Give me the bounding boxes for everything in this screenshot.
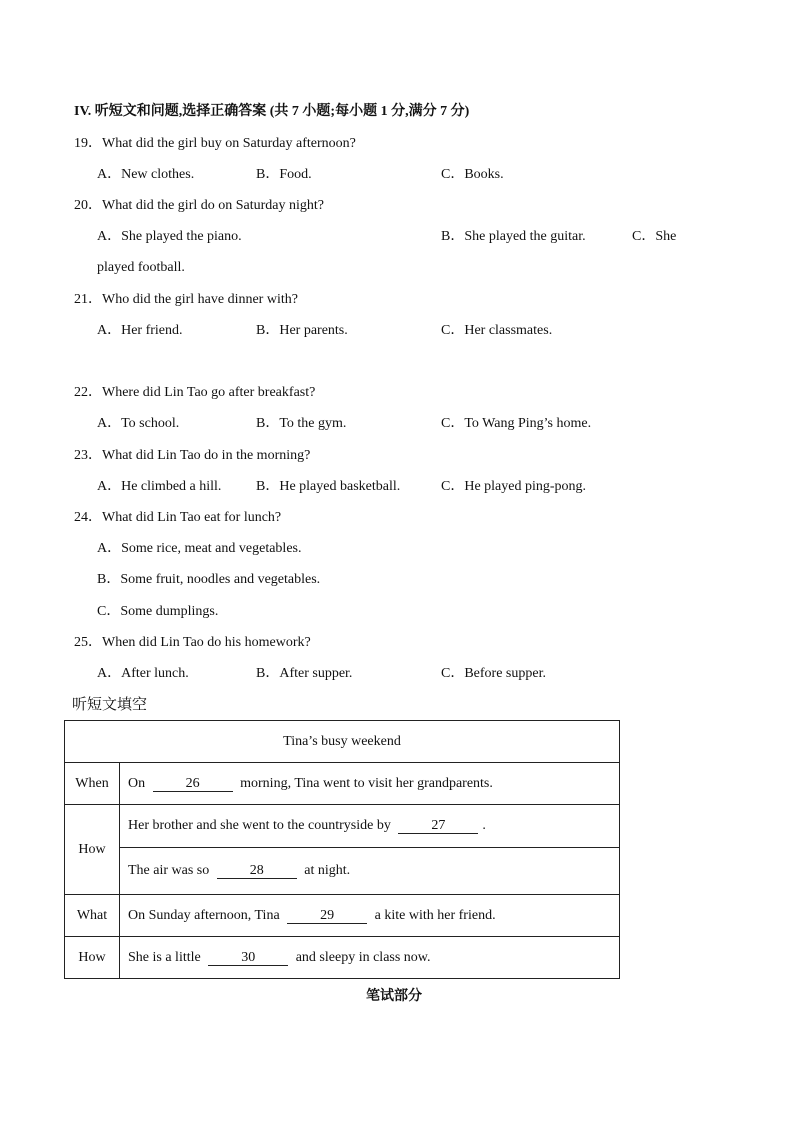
question-20-stem: 20．What did the girl do on Saturday night? (74, 198, 325, 213)
table-row (65, 805, 620, 848)
question-25-option-c: C．Before supper. (441, 666, 546, 681)
table-title: Tina’s busy weekend (65, 721, 620, 763)
answer-blank-26[interactable]: 26 (153, 777, 233, 792)
question-25-option-a: A．After lunch. (97, 666, 189, 681)
row-text-before: On Sunday afternoon, Tina (128, 907, 280, 923)
section-heading: IV. 听短文和问题,选择正确答案 (共 7 小题;每小题 1 分,满分 7 分) (74, 104, 470, 119)
row-text-before: She is a little (128, 949, 201, 965)
question-19-stem: 19．What did the girl buy on Saturday afternoon? (74, 136, 356, 151)
question-24-option-a: A．Some rice, meat and vegetables. (97, 541, 302, 556)
row-label-when: When (65, 763, 120, 805)
row-text-before: The air was so (128, 863, 210, 878)
question-20-option-a: A．She played the piano. (97, 229, 242, 244)
question-25-stem: 25．When did Lin Tao do his homework? (74, 635, 311, 650)
question-24-option-b: B．Some fruit, noodles and vegetables. (97, 572, 321, 587)
question-19-option-b: B．Food. (256, 167, 312, 182)
question-24-option-c: C．Some dumplings. (97, 604, 219, 619)
question-20-option-c: C．She (632, 229, 677, 244)
question-19-option-c: C．Books. (441, 167, 504, 182)
table-row (65, 937, 620, 979)
question-22-option-c: C．To Wang Ping’s home. (441, 416, 592, 431)
row-content (120, 763, 620, 805)
row-label-how: How (65, 805, 120, 895)
question-23-option-a: A．He climbed a hill. (97, 479, 222, 494)
question-23-stem: 23．What did Lin Tao do in the morning? (74, 448, 311, 463)
row-content (120, 937, 620, 979)
fill-in-heading: 听短文填空 (72, 695, 148, 713)
question-23-option-c: C．He played ping-pong. (441, 479, 587, 494)
answer-blank-27[interactable]: 27 (398, 819, 478, 834)
question-22-option-b: B．To the gym. (256, 416, 347, 431)
row-text-before: On (128, 775, 146, 791)
row-content (120, 805, 620, 848)
row-text-after: . (482, 818, 486, 833)
question-20-option-c-continued: played football. (97, 260, 185, 275)
row-text-after: a kite with her friend. (374, 907, 496, 923)
question-22-stem: 22．Where did Lin Tao go after breakfast? (74, 385, 316, 400)
question-22-option-a: A．To school. (97, 416, 180, 431)
question-25-option-b: B．After supper. (256, 666, 353, 681)
fill-in-table (64, 720, 620, 979)
table-row (65, 763, 620, 805)
row-content (120, 848, 620, 895)
question-24-stem: 24．What did Lin Tao eat for lunch? (74, 510, 282, 525)
row-content (120, 895, 620, 937)
answer-blank-30[interactable]: 30 (208, 951, 288, 966)
question-21-stem: 21．Who did the girl have dinner with? (74, 292, 298, 307)
question-23-option-b: B．He played basketball. (256, 479, 401, 494)
question-21-option-a: A．Her friend. (97, 323, 183, 338)
table-row (65, 848, 620, 895)
written-part-title: 笔试部分 (366, 988, 422, 1004)
row-text-after: at night. (304, 863, 351, 878)
row-text-before: Her brother and she went to the countryside by (128, 818, 391, 833)
answer-blank-28[interactable]: 28 (217, 864, 297, 879)
question-20-option-b: B．She played the guitar. (441, 229, 586, 244)
row-label-what: What (65, 895, 120, 937)
answer-blank-29[interactable]: 29 (287, 909, 367, 924)
question-21-option-c: C．Her classmates. (441, 323, 553, 338)
question-19-option-a: A．New clothes. (97, 167, 195, 182)
row-text-after: and sleepy in class now. (295, 949, 431, 965)
row-text-after: morning, Tina went to visit her grandparents. (240, 775, 493, 791)
question-21-option-b: B．Her parents. (256, 323, 348, 338)
row-label-how: How (65, 937, 120, 979)
table-row (65, 895, 620, 937)
